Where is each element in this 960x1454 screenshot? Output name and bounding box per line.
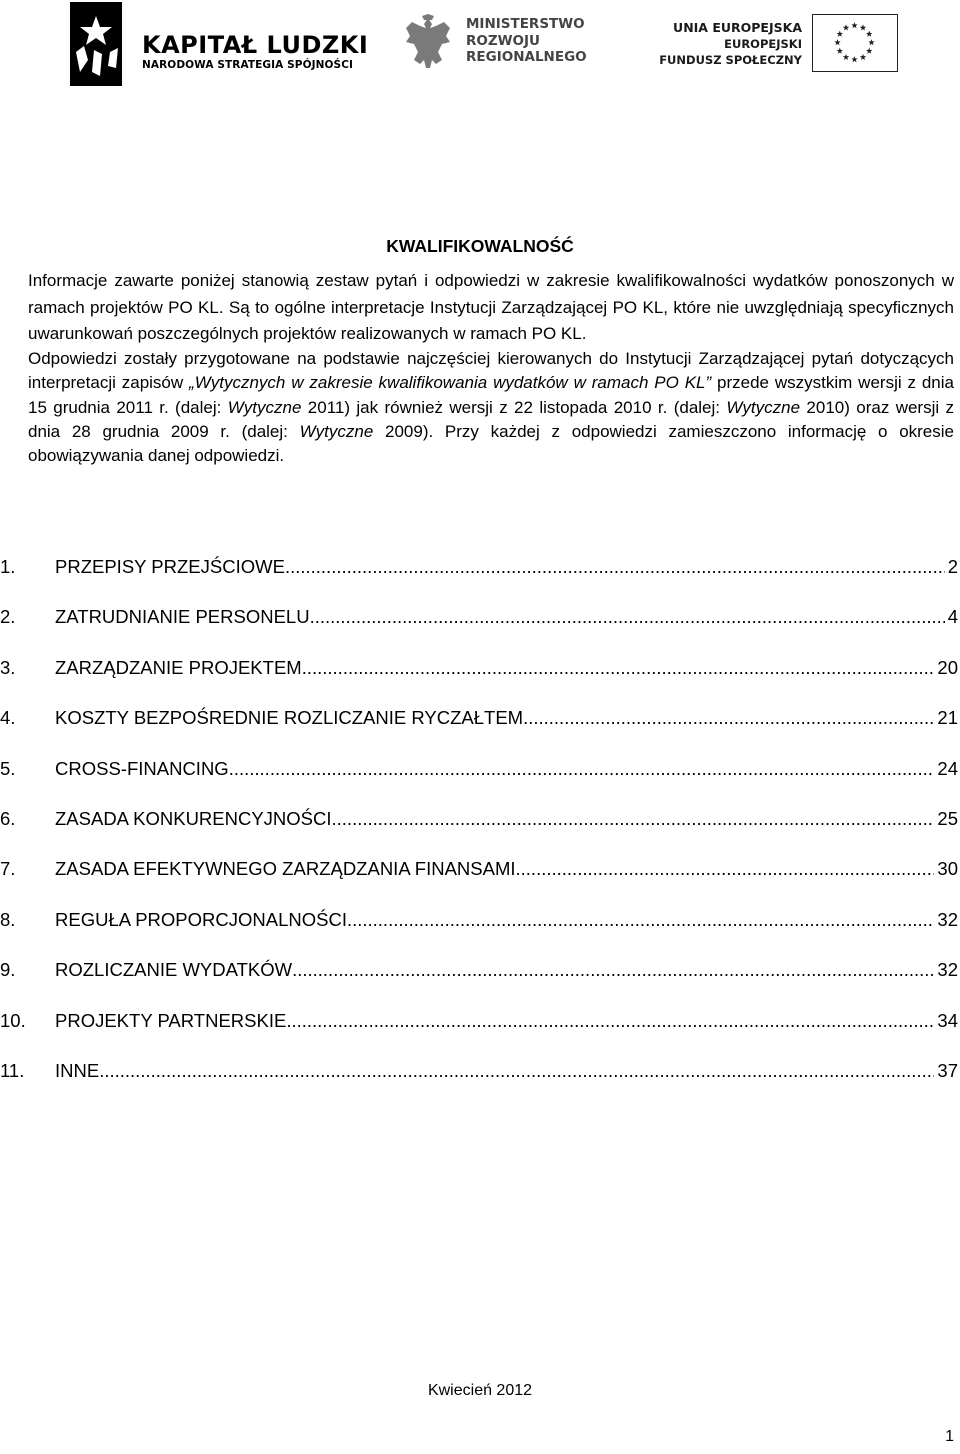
toc-leader [516, 856, 935, 882]
toc-entry[interactable] [0, 1058, 960, 1084]
intro-paragraph: Informacje zawarte poniżej stanowią zestaw pytań i odpowiedzi w zakresie kwalifikowalności wydatków ponoszonych w ramach projektów PO KL. Są to ogólne interpretacje Instytucji Zarządzającej PO KL, które nie uwzględniają specyficznych uwarunkowań poszczególnych projektów realizowanych w ramach PO KL. [28, 271, 954, 343]
eu-star-icon [866, 31, 872, 37]
toc-title: INNE [55, 1060, 100, 1081]
eu-star-icon [866, 48, 872, 54]
toc-page: 4 [947, 606, 958, 628]
toc-title: REGUŁA PROPORCJONALNOŚCI [55, 908, 347, 930]
toc-title: ZATRUDNIANIE PERSONELU [55, 606, 310, 628]
eu-star-icon [851, 56, 857, 62]
eu-star-icon [843, 54, 849, 60]
toc-entry[interactable] [0, 655, 960, 681]
toc-leader [332, 806, 935, 832]
page-number: 1 [945, 1428, 954, 1445]
footer-date: Kwiecień 2012 [427, 1382, 533, 1399]
toc-page: 34 [937, 1009, 958, 1031]
toc-entry[interactable] [0, 604, 960, 630]
toc-title: PROJEKTY PARTNERSKIE [55, 1009, 287, 1031]
eu-star-icon [843, 24, 849, 30]
unia-europejska-logo [659, 14, 898, 74]
second-paragraph-text-5: 2009). Przy każdej z odpowiedzi zamieszczono informację o okresie obowiązywania danej odpowiedzi. [28, 421, 954, 466]
toc-number: 10. [0, 1009, 26, 1031]
toc-entry[interactable] [0, 1008, 960, 1034]
toc-entry[interactable] [0, 907, 960, 933]
toc-number: 1. [0, 556, 16, 577]
second-paragraph-text-2: przede wszystkim wersji z dnia 15 grudnia 2011 r. (dalej: [28, 373, 954, 417]
toc-page: 2 [947, 556, 958, 577]
eu-star-icon [868, 39, 874, 45]
toc-leader [286, 1008, 934, 1034]
toc-leader [292, 957, 934, 983]
toc-leader [285, 554, 945, 580]
logo-header [0, 0, 960, 90]
toc-leader [99, 1058, 934, 1084]
toc-leader [347, 907, 934, 933]
toc-entry[interactable] [0, 856, 960, 882]
toc-page: 30 [937, 858, 958, 880]
toc-number: 8. [0, 908, 16, 930]
kapital-ludzki-subtitle: NARODOWA STRATEGIA SPÓJNOŚCI [142, 59, 354, 71]
second-paragraph-text-3: 2011) jak również wersji z 22 listopada 2010 r. (dalej: [301, 397, 727, 417]
second-paragraph-italic-2: Wytyczne [227, 397, 302, 417]
toc-title: KOSZTY BEZPOŚREDNIE ROZLICZANIE RYCZAŁTEM [55, 707, 524, 729]
second-paragraph-italic-3: Wytyczne [726, 397, 801, 417]
unia-line1: UNIA EUROPEJSKA [673, 20, 802, 35]
eagle-emblem-icon [402, 14, 454, 72]
toc-number: 2. [0, 606, 16, 628]
toc-number: 9. [0, 959, 16, 981]
toc-number: 6. [0, 808, 16, 829]
toc-title: ZASADA EFEKTYWNEGO ZARZĄDZANIA FINANSAMI [55, 858, 516, 880]
toc-leader [523, 705, 934, 731]
ministerstwo-line1: MINISTERSTWO [466, 16, 585, 32]
kapital-ludzki-logo [70, 2, 369, 88]
kapital-ludzki-title: KAPITAŁ LUDZKI [142, 31, 369, 59]
toc-entry[interactable] [0, 957, 960, 983]
toc-title: CROSS-FINANCING [55, 757, 229, 779]
eu-star-icon [851, 22, 857, 28]
toc-title: ROZLICZANIE WYDATKÓW [55, 959, 293, 981]
toc-page: 20 [937, 656, 958, 678]
toc-page: 32 [937, 908, 958, 930]
kapital-ludzki-emblem [70, 2, 122, 86]
ministerstwo-line3: REGIONALNEGO [466, 49, 587, 65]
unia-line2: EUROPEJSKI [724, 37, 802, 51]
toc-number: 5. [0, 757, 16, 779]
second-paragraph-italic-1: „Wytycznych w zakresie kwalifikowania wydatków w ramach PO KL” [189, 373, 712, 393]
toc-leader [302, 655, 935, 681]
ministerstwo-text [466, 16, 587, 66]
second-paragraph-text-1: Odpowiedzi zostały przygotowane na podstawie najczęściej kierowanych do Instytucji Zarządzającej pytań dotyczących interpretacji zapisów [28, 349, 954, 393]
toc-entry[interactable] [0, 705, 960, 731]
kapital-ludzki-text [142, 32, 368, 72]
eu-star-icon [860, 54, 866, 60]
toc-entry[interactable] [0, 554, 960, 580]
ministerstwo-line2: ROZWOJU [466, 32, 541, 49]
toc-title: ZARZĄDZANIE PROJEKTEM [55, 656, 302, 678]
ministerstwo-logo [402, 14, 587, 74]
second-paragraph [28, 347, 954, 468]
eu-star-icon [837, 31, 843, 37]
eu-star-icon [860, 24, 866, 30]
eu-star-icon [837, 48, 843, 54]
toc-leader [310, 604, 945, 630]
document-title: KWALIFIKOWALNOŚĆ [386, 236, 574, 256]
unia-europejska-text [659, 20, 802, 68]
toc-title: PRZEPISY PRZEJŚCIOWE [55, 556, 285, 577]
toc-page: 25 [937, 808, 958, 829]
toc-entry[interactable] [0, 756, 960, 782]
toc-page: 37 [937, 1060, 958, 1081]
toc-number: 7. [0, 858, 16, 880]
toc-page: 24 [937, 757, 958, 779]
eu-flag-icon [812, 14, 898, 72]
toc-entry[interactable] [0, 806, 960, 832]
toc-title: ZASADA KONKURENCYJNOŚCI [55, 808, 332, 829]
second-paragraph-italic-4: Wytyczne [299, 421, 374, 441]
unia-line3: FUNDUSZ SPOŁECZNY [659, 53, 802, 67]
toc-number: 4. [0, 707, 16, 729]
second-paragraph-text-4: 2010) oraz wersji z dnia 28 grudnia 2009 r. (dalej: [28, 397, 954, 441]
toc-page: 32 [937, 959, 958, 981]
toc-number: 11. [0, 1060, 25, 1081]
toc-number: 3. [0, 656, 16, 678]
toc-page: 21 [937, 707, 958, 729]
toc-leader [229, 756, 935, 782]
eu-star-icon [834, 39, 840, 45]
